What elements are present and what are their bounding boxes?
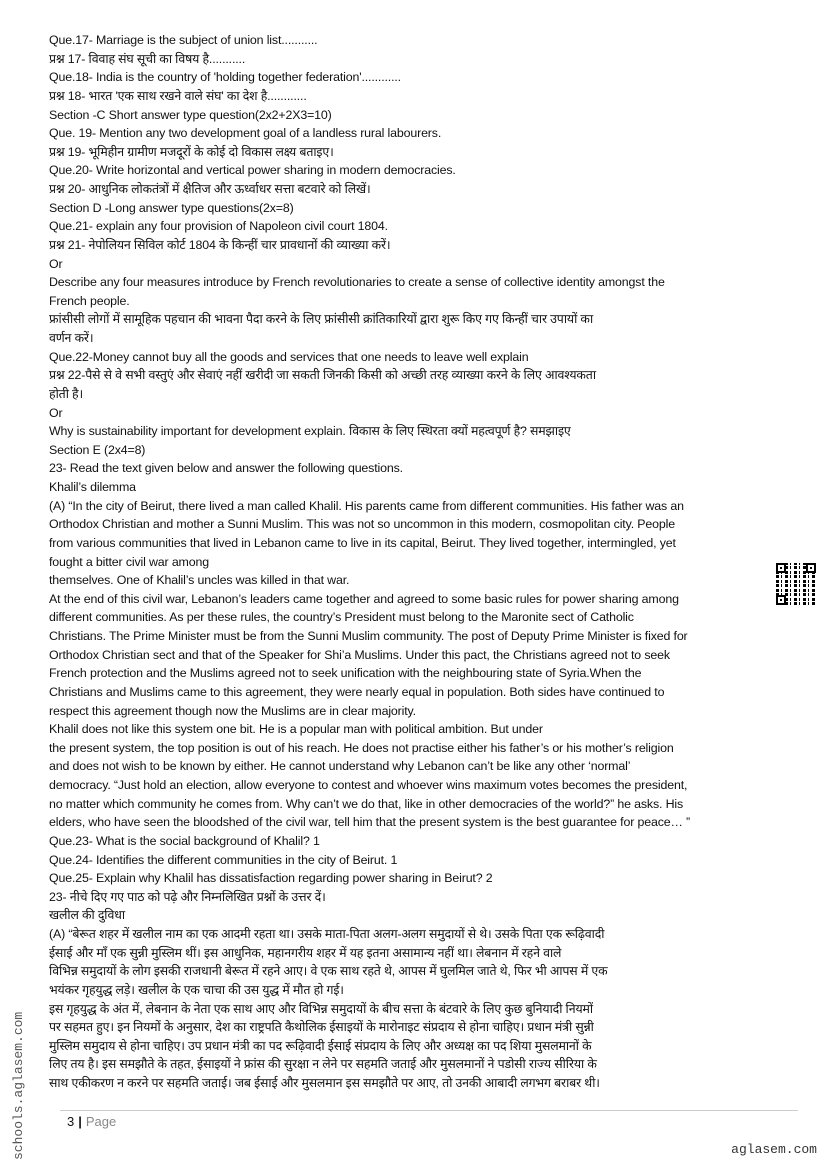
text-line: Khalil does not like this system one bit. He is a popular man with political ambition. But under xyxy=(49,722,543,737)
text-line: इस गृहयुद्ध के अंत में, लेबनान के नेता एक साथ आए और विभिन्न समुदायों के बीच सत्ता के बंटवारे के लिए कुछ बुनियादी नियमों xyxy=(49,1001,593,1016)
document-body xyxy=(49,31,799,1093)
text-line: Que.20- Write horizontal and vertical power sharing in modern democracies. xyxy=(49,163,456,178)
text-line: Que.18- India is the country of 'holding together federation'............ xyxy=(49,70,401,85)
site-watermark: aglasem.com xyxy=(731,1142,817,1157)
text-line: भयंकर गृहयुद्ध लड़े। खलील के एक चाचा की उस युद्ध में मौत हो गई। xyxy=(49,982,344,997)
text-line: no matter which community he comes from. Why can’t we do that, like in other democracies of the world?” he asks. His xyxy=(49,796,684,811)
text-line: Que.23- What is the social background of Khalil? 1 xyxy=(49,833,320,848)
text-line: French people. xyxy=(49,293,130,308)
text-line: Section D -Long answer type questions(2x=8) xyxy=(49,200,294,215)
text-line: प्रश्न 19- भूमिहीन ग्रामीण मजदूरों के कोई दो विकास लक्ष्य बताइए। xyxy=(49,144,334,159)
text-line: (A) “बेरूत शहर में खलील नाम का एक आदमी रहता था। उसके माता-पिता अलग-अलग समुदायों से थे। उसके पिता एक रूढ़िवादी xyxy=(49,927,605,941)
text-line: Or xyxy=(49,405,63,420)
text-line: Or xyxy=(49,256,63,271)
text-line: Christians. The Prime Minister must be from the Sunni Muslim community. The post of Deputy Prime Minister is fixed for xyxy=(49,629,688,643)
text-line: and does not wish to be known by either. He cannot understand why Lebanon can’t be like any other ‘normal’ xyxy=(49,759,631,774)
text-line: Section -C Short answer type question(2x2+2X3=10) xyxy=(49,107,332,122)
text-line: विभिन्न समुदायों के लोग इसकी राजधानी बेरूत में रहने आए। वे एक साथ रहते थे, आपस में घुलमिल जाते थे, फिर भी आपस में एक xyxy=(49,964,608,979)
text-line: Describe any four measures introduce by French revolutionaries to create a sense of collective identity amongst the xyxy=(49,275,665,290)
text-line: different communities. As per these rules, the country’s President must belong to the Maronite sect of Catholic xyxy=(49,610,634,625)
text-line: Orthodox Christian sect and that of the Speaker for Shi’a Muslims. Under this pact, the Christians agreed not to seek xyxy=(49,647,670,662)
text-line: Que.21- explain any four provision of Napoleon civil court 1804. xyxy=(49,219,388,234)
text-line: फ्रांसीसी लोगों में सामूहिक पहचान की भावना पैदा करने के लिए फ्रांसीसी क्रांतिकारियों द्वारा शुरू किए गए किन्हीं चार उपायों का xyxy=(49,312,594,327)
page-separator: | xyxy=(78,1114,82,1129)
text-line: Que.22-Money cannot buy all the goods and services that one needs to leave well explain xyxy=(49,349,529,364)
footer-divider xyxy=(60,1110,798,1111)
text-line: from various communities that lived in Lebanon came to live in its capital, Beirut. They lived together, intermingled, yet xyxy=(49,535,676,550)
qr-code xyxy=(776,563,816,605)
text-line: French protection and the Muslims agreed not to seek unification with the neighbouring state of Syria.When the xyxy=(49,666,642,681)
page-footer xyxy=(67,1114,116,1129)
text-line: प्रश्न 20- आधुनिक लोकतंत्रों में क्षैतिज और ऊर्ध्वाधर सत्ता बटवारे को लिखें। xyxy=(49,182,371,196)
text-line: Orthodox Christian and mother a Sunni Muslim. This was not so uncommon in this modern, cosmopolitan city. People xyxy=(49,517,675,532)
text-line: Christians and Muslims came to this agreement, they were nearly equal in population. Both sides have continued to xyxy=(49,684,665,699)
text-line: Khalil’s dilemma xyxy=(49,480,136,494)
text-line: प्रश्न 22-पैसे से वे सभी वस्तुएं और सेवाएं नहीं खरीदी जा सकती जिनकी किसी को अच्छी तरह व्याख्या करने के लिए आवश्यकता xyxy=(49,368,596,383)
text-line: Section E (2x4=8) xyxy=(49,442,146,457)
text-line: themselves. One of Khalil’s uncles was killed in that war. xyxy=(49,573,350,588)
text-line: Que.17- Marriage is the subject of union list........... xyxy=(49,33,318,47)
text-line: At the end of this civil war, Lebanon’s leaders came together and agreed to some basic rules for power sharing among xyxy=(49,591,679,606)
text-line: ईसाई और माँ एक सुन्नी मुस्लिम थीं। इस आधुनिक, महानगरीय शहर में यह इतना असामान्य नहीं था। लेबनान में रहने वाले xyxy=(49,945,562,960)
text-line: पर सहमत हुए। इन नियमों के अनुसार, देश का राष्ट्रपति कैथोलिक ईसाइयों के मारोनाइट संप्रदाय से होना चाहिए। प्रधान मंत्री सुन्नी xyxy=(49,1020,594,1035)
text-line: प्रश्न 18- भारत 'एक साथ रखने वाले संघ' का देश है............ xyxy=(49,88,307,103)
text-line: respect this agreement though now the Muslims are in clear majority. xyxy=(49,703,416,718)
side-watermark: schools.aglasem.com xyxy=(11,1011,26,1160)
text-line: democracy. “Just hold an election, allow everyone to contest and whoever wins maximum votes becomes the president, xyxy=(49,778,688,792)
text-line: खलील की दुविधा xyxy=(49,908,125,923)
text-line: (A) “In the city of Beirut, there lived a man called Khalil. His parents came from different communities. His father was an xyxy=(49,498,684,513)
text-line: Que. 19- Mention any two development goal of a landless rural labourers. xyxy=(49,126,442,141)
text-line: 23- नीचे दिए गए पाठ को पढ़े और निम्नलिखित प्रश्नों के उत्तर दें। xyxy=(49,889,326,904)
text-line: fought a bitter civil war among xyxy=(49,554,209,569)
text-line: लिए तय है। इस समझौते के तहत, ईसाइयों ने फ्रांस की सुरक्षा न लेने पर सहमति जताई और मुसलमानों ने पडोसी राज्य सीरिया के xyxy=(49,1057,597,1072)
text-line: Que.25- Explain why Khalil has dissatisfaction regarding power sharing in Beirut? 2 xyxy=(49,871,493,886)
text-line: साथ एकीकरण न करने पर सहमति जताई। जब ईसाई और मुसलमान इस समझौते पर आए, तो उनकी आबादी लगभग बराबर थी। xyxy=(49,1076,600,1090)
text-line: Why is sustainability important for development explain. विकास के लिए स्थिरता क्यों महत्वपूर्ण है? समझाइए xyxy=(49,424,571,439)
text-line: elders, who have seen the bloodshed of the civil war, tell him that the present system is the best guarantee for peace… ” xyxy=(49,815,690,830)
text-line: Que.24- Identifies the different communities in the city of Beirut. 1 xyxy=(49,852,398,867)
text-line: वर्णन करें। xyxy=(49,331,94,345)
text-line: प्रश्न 17- विवाह संघ सूची का विषय है........... xyxy=(49,51,246,66)
text-line: 23- Read the text given below and answer the following questions. xyxy=(49,461,403,476)
text-line: होती है। xyxy=(49,386,84,401)
text-line: the present system, the top position is out of his reach. He does not practise either his father’s or his mother’s religion xyxy=(49,740,674,755)
page-number: 3 xyxy=(67,1114,75,1129)
page-label: Page xyxy=(85,1114,117,1129)
text-line: मुस्लिम समुदाय से होना चाहिए। उप प्रधान मंत्री का पद रूढ़िवादी ईसाई संप्रदाय के लिए और अध्यक्ष का पद शिया मुसलमानों के xyxy=(49,1038,592,1053)
text-line: प्रश्न 21- नेपोलियन सिविल कोर्ट 1804 के किन्हीं चार प्रावधानों की व्याख्या करें। xyxy=(49,237,391,252)
